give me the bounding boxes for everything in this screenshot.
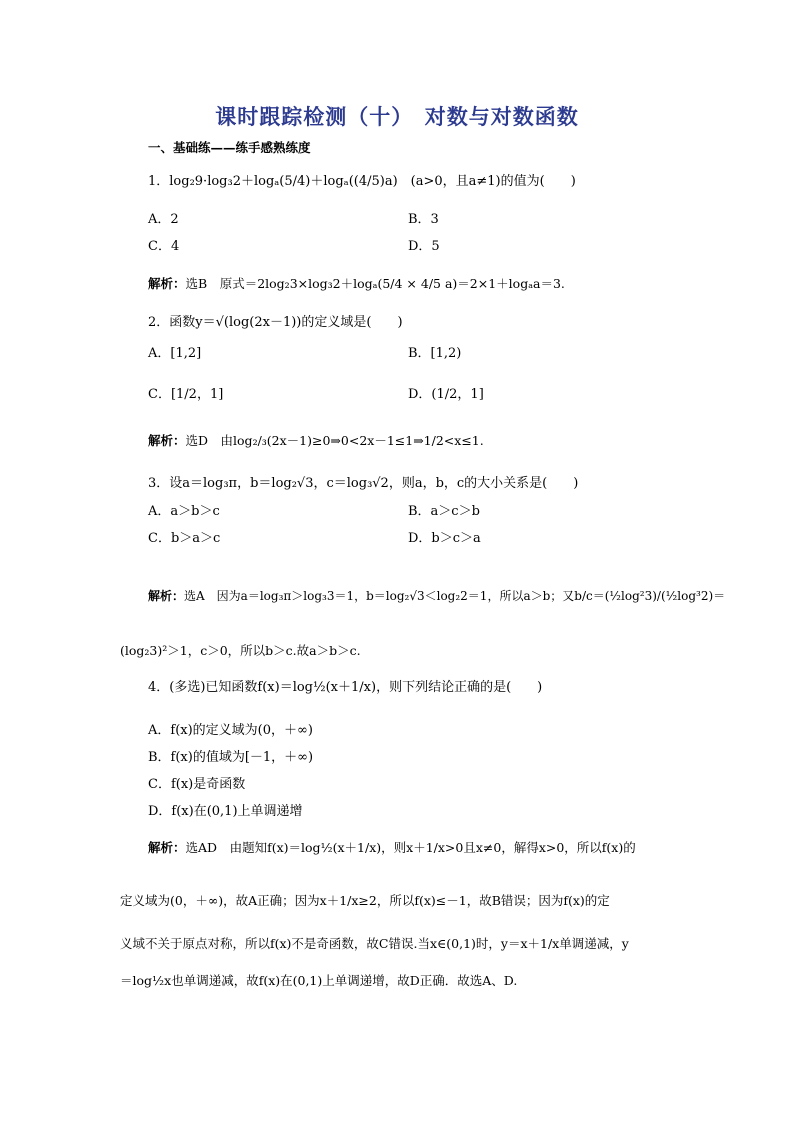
q4-analysis-line-4: ＝log½x也单调递减，故f(x)在(0,1)上单调递增，故D正确．故选A、D. xyxy=(120,973,518,988)
q1-option-a: A．2 xyxy=(148,212,179,227)
q1-option-d: D．5 xyxy=(408,239,440,254)
q4-option-a: A．f(x)的定义域为(0，＋∞) xyxy=(148,723,313,738)
section-heading: 一、基础练——练手感熟练度 xyxy=(148,140,311,155)
q1-analysis-text: 选B 原式＝2log₂3×log₃2＋logₐ(5/4 × 4/5 a)＝2×1＋logₐa＝3. xyxy=(185,276,565,291)
q4-option-d: D．f(x)在(0,1)上单调递增 xyxy=(148,804,303,819)
q1-option-c: C．4 xyxy=(148,239,180,254)
question-2-stem: 2．函数y＝√(log(2x－1))的定义域是( ) xyxy=(148,315,403,330)
q2-option-b: B．[1,2) xyxy=(408,346,462,361)
q2-option-d: D．(1/2，1] xyxy=(408,387,484,402)
q2-option-c: C．[1/2，1] xyxy=(148,387,224,402)
q3-option-d: D．b＞c＞a xyxy=(408,531,481,546)
q4-option-b: B．f(x)的值域为[－1，＋∞) xyxy=(148,750,314,765)
q4-analysis-line-1 xyxy=(148,839,636,857)
q3-option-a: A．a＞b＞c xyxy=(148,504,220,519)
page-title: 课时跟踪检测（十） 对数与对数函数 xyxy=(215,105,579,129)
question-4-stem: 4．(多选)已知函数f(x)＝log½(x＋1/x)，则下列结论正确的是( ) xyxy=(148,680,543,695)
question-3-stem: 3．设a＝log₃π，b＝log₂√3，c＝log₃√2，则a，b，c的大小关系是( ) xyxy=(148,476,579,491)
q2-analysis-label: 解析： xyxy=(148,433,186,448)
q4-analysis-text-1: 选AD 由题知f(x)＝log½(x＋1/x)，则x＋1/x>0且x≠0，解得x>0，所以f(x)的 xyxy=(185,840,636,855)
q3-analysis xyxy=(148,587,725,605)
q4-analysis-line-2: 定义域为(0，＋∞)，故A正确；因为x＋1/x≥2，所以f(x)≤－1，故B错误；因为f(x)的定 xyxy=(120,893,610,908)
q3-analysis-text: 选A 因为a＝log₃π＞log₃3＝1，b＝log₂√3＜log₂2＝1，所以a＞b；又b/c＝(½log²3)/(½log³2)＝ xyxy=(184,589,726,603)
q4-analysis-line-3: 义域不关于原点对称，所以f(x)不是奇函数，故C错误.当x∈(0,1)时，y＝x＋1/x单调递减，y xyxy=(120,936,629,951)
q4-analysis-label: 解析： xyxy=(148,840,186,855)
question-1-stem: 1．log₂9·log₃2＋logₐ(5/4)＋logₐ((4/5)a) (a>0，且a≠1)的值为( ) xyxy=(148,174,576,189)
q2-option-a: A．[1,2] xyxy=(148,346,202,361)
q1-option-b: B．3 xyxy=(408,212,439,227)
q2-analysis-text: 选D 由log₂/₃(2x－1)≥0⇒0<2x－1≤1⇒1/2<x≤1. xyxy=(185,433,484,448)
q3-option-c: C．b＞a＞c xyxy=(148,531,221,546)
q1-analysis-label: 解析： xyxy=(148,276,186,291)
q2-analysis xyxy=(148,432,484,450)
q3-option-b: B．a＞c＞b xyxy=(408,504,480,519)
q1-analysis xyxy=(148,275,565,293)
q3-analysis-label: 解析： xyxy=(148,589,185,603)
q3-analysis-continued: (log₂3)²＞1，c＞0，所以b＞c.故a＞b＞c. xyxy=(120,643,361,658)
q4-option-c: C．f(x)是奇函数 xyxy=(148,777,246,792)
